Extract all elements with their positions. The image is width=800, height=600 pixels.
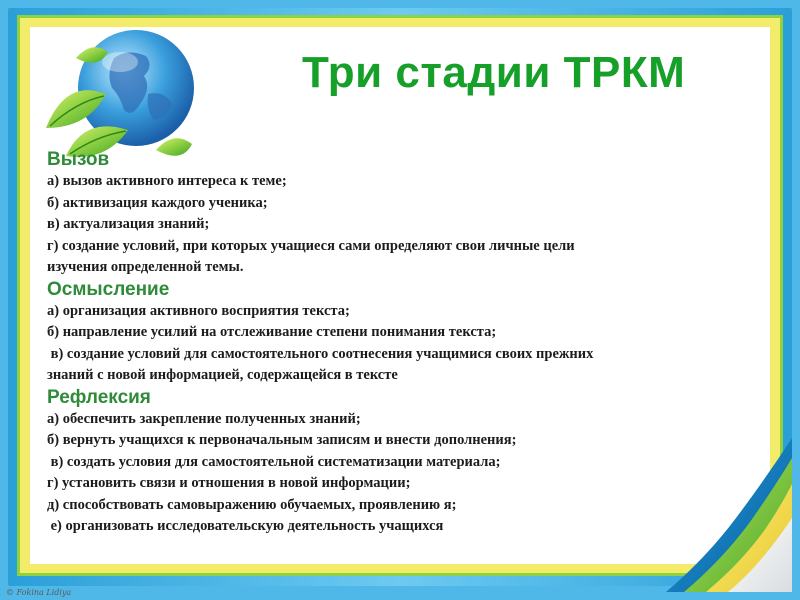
list-item: в) создание условий для самостоятельного соотнесения учащимися своих прежних bbox=[47, 345, 594, 362]
list-item: б) вернуть учащихся к первоначальным записям и внести дополнения; bbox=[47, 432, 517, 448]
list-item: д) способствовать самовыражению обучаемых, проявлению я; bbox=[47, 496, 457, 513]
section-heading: Вызов bbox=[47, 149, 110, 170]
list-item: е) организовать исследовательскую деятельность учащихся bbox=[47, 518, 444, 534]
list-item: а) вызов активного интереса к теме; bbox=[47, 173, 287, 189]
section-heading: Рефлексия bbox=[47, 386, 151, 408]
list-item: в) актуализация знаний; bbox=[47, 216, 210, 232]
list-item: г) установить связи и отношения в новой информации; bbox=[47, 475, 411, 491]
section-osmyslenie bbox=[47, 279, 787, 387]
list-item: знаний с новой информацией, содержащейся в тексте bbox=[47, 367, 398, 383]
page-curl-ribbon-icon bbox=[666, 438, 792, 592]
section-vyzov bbox=[47, 149, 787, 279]
list-item: б) направление усилий на отслеживание степени понимания текста; bbox=[47, 324, 497, 340]
list-item: в) создать условия для самостоятельной систематизации материала; bbox=[47, 453, 501, 470]
earth-globe-icon bbox=[36, 18, 196, 168]
slide-title: Три стадии ТРКМ bbox=[302, 48, 686, 97]
list-item: б) активизация каждого ученика; bbox=[47, 194, 268, 211]
section-heading: Осмысление bbox=[47, 278, 170, 300]
list-item: г) создание условий, при которых учащиеся сами определяют свои личные цели bbox=[47, 237, 575, 254]
list-item: а) обеспечить закрепление полученных знаний; bbox=[47, 410, 361, 427]
footer-credit: © Fokina Lidiya bbox=[6, 588, 72, 597]
list-item: изучения определенной темы. bbox=[47, 259, 244, 275]
list-item: а) организация активного восприятия текста; bbox=[47, 302, 350, 319]
